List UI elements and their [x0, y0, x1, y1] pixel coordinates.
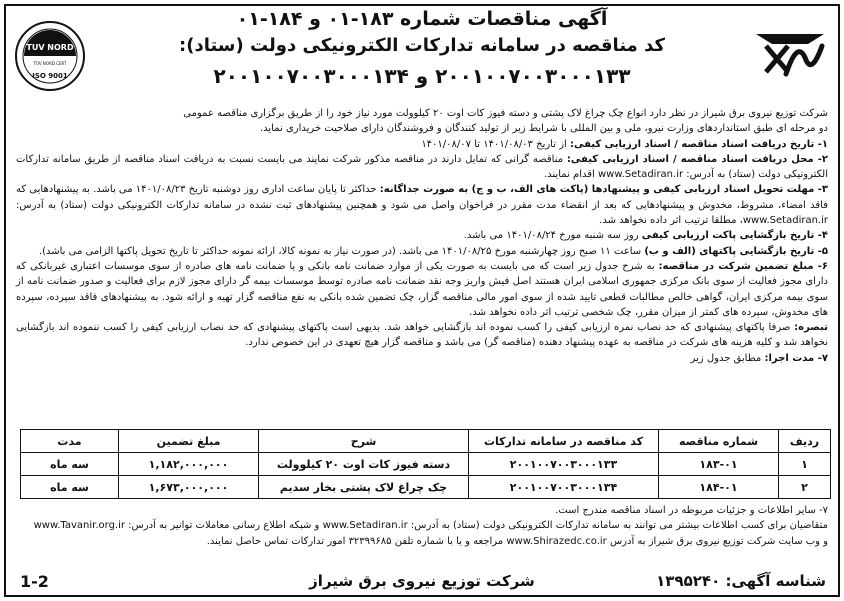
item-5 — [16, 244, 828, 259]
item-6-text: به شرح جدول زیر است که می بایست به صورت یکی از موارد ضمانت نامه بانکی و یا ضمانت نامه های صادره از سوی موسسات اعتباری غیربانکی که دارای مجوز فعالیت از سوی بانک مرکزی جمهوری اسلامی ایران هستند اصل فیش واریز وجه نقد ضمانت نامه صادره توسط موسسات بیمه گر دارای مجوز لازم برای فعالیت و صدور ضمانت نامه از سوی بیمه مرکزی ایران، گواهی خالص مطالبات قطعی تایید شده از سوی امور مالی مناقصه گزار، چک تضمین شده بانکی به نفع مناقصه گزار تهیه و ارائه شود. به پیشنهادهای فاقد سپرده، سپرده های مخدوش، سپرده های کمتر از میزان مقرر، چک شخصی ترتیب اثر داده نخواهد شد. — [16, 260, 828, 318]
company-name: شرکت توزیع نیروی برق شیراز — [309, 572, 535, 590]
item-6 — [16, 259, 828, 320]
item-7-text: مطابق جدول زیر — [690, 352, 765, 364]
col-header-duration: مدت — [21, 430, 119, 453]
footnote-3: و وب سایت شرکت توزیع نیروی برق شیراز به آدرس www.Shirazedc.co.ir مراجعه و یا با شماره تلفن ۳۲۳۹۹۶۸۵ امور تدارکات تماس حاصل نمایند. — [206, 535, 828, 547]
notice-subtitle: کد مناقصه در سامانه تدارکات الکترونیکی دولت (ستاد): — [179, 35, 665, 56]
item-2-text: مناقصه گرانی که تمایل دارند در مناقصه مذکور شرکت نمایند می بایست نسبت به دریافت اسناد مناقصه از طریق سامانه تدارکات الکترونیکی دولت (ستاد) به آدرس: www.Setadiran.ir اقدام نمایند. — [16, 153, 828, 181]
tuv-nord-iso-logo — [14, 16, 86, 96]
notice-header — [6, 6, 838, 102]
table-row — [21, 453, 831, 476]
item-4-label: ۴- تاریخ بازگشایی پاکت ارزیابی کیفی — [641, 230, 828, 242]
cell-tender-code: ۲۰۰۱۰۰۷۰۰۳۰۰۰۱۳۳ — [469, 453, 659, 476]
logo-sub-text: TÜV NORD CERT — [33, 61, 67, 66]
footnotes — [16, 503, 828, 549]
tender-codes: ۲۰۰۱۰۰۷۰۰۳۰۰۰۱۳۳ و ۲۰۰۱۰۰۷۰۰۳۰۰۰۱۳۴ — [213, 64, 631, 88]
logo-top-text: TUV NORD — [26, 43, 74, 52]
col-header-guarantee: مبلغ تضمین — [119, 430, 259, 453]
cell-duration: سه ماه — [21, 453, 119, 476]
item-2 — [16, 152, 828, 183]
note-text: صرفا پاکتهای پیشنهادی که حد نصاب نمره ارزیابی کیفی را کسب نموده اند بازگشایی خواهد شد. بدیهی است پاکتهای پیشنهادی که حد نصاب ارزیابی کیفی را کسب ننموده اند بازگشایی نخواهد شد و کلیه هزینه های شرکت در مناقصه به عهده پیشنهاد دهنده (مناقصه گر) می باشد و مناقصه گزار هیچ تعهدی در این خصوص ندارد. — [16, 322, 828, 349]
cell-description: چک چراغ لاک پشتی بخار سدیم — [259, 476, 469, 499]
table-row — [21, 476, 831, 499]
item-7-label: ۷- مدت اجرا: — [764, 352, 828, 364]
item-5-text: ساعت ۱۱ صبح روز چهارشنبه مورخ ۱۴۰۱/۰۸/۲۵ می باشد. (در صورت نیاز به نمونه کالا، ارائه نمونه حداکثر تا تاریخ تحویل پاکتها الزامی می باشد). — [38, 245, 645, 257]
item-3 — [16, 182, 828, 228]
cell-row-number: ۱ — [779, 453, 831, 476]
cell-row-number: ۲ — [779, 476, 831, 499]
ad-id: شناسه آگهی: ۱۳۹۵۲۴۰ — [656, 572, 826, 590]
company-logo-icon — [752, 26, 828, 80]
logo-bottom-text: ISO 9001 — [32, 72, 68, 80]
item-4-text: روز سه شنبه مورخ ۱۴۰۱/۰۸/۲۴ می باشد. — [463, 230, 642, 242]
cell-guarantee: ۱,۶۷۳,۰۰۰,۰۰۰ — [119, 476, 259, 499]
notice-body — [16, 106, 828, 366]
note-label: تبصره: — [794, 322, 828, 334]
item-1-text: از تاریخ ۱۴۰۱/۰۸/۰۳ تا ۱۴۰۱/۰۸/۰۷ — [421, 138, 570, 150]
cell-tender-number: ۱۸۴-۰۱ — [659, 476, 779, 499]
item-3-label: ۳- مهلت تحویل اسناد ارزیابی کیفی و پیشنهادها (پاکت های الف، ب و ج) به صورت جداگانه: — [379, 184, 828, 196]
tender-notice — [4, 4, 840, 597]
item-4 — [16, 228, 828, 243]
cell-tender-number: ۱۸۳-۰۱ — [659, 453, 779, 476]
footnote-2: متقاضیان برای کسب اطلاعات بیشتر می توانند به سامانه تدارکات الکترونیکی دولت (ستاد) به آدرس: www.Setadiran.ir و شبکه اطلاع رسانی معاملات توانیر به آدرس: www.Tavanir.org.ir — [33, 520, 828, 532]
table-header-row — [21, 430, 831, 453]
item-5-label: ۵- تاریخ بازگشایی پاکتهای (الف و ب) — [644, 245, 828, 257]
page-number: 1-2 — [20, 572, 49, 591]
cell-tender-code: ۲۰۰۱۰۰۷۰۰۳۰۰۰۱۳۴ — [469, 476, 659, 499]
intro-line-1: شرکت توزیع نیروی برق شیراز در نظر دارد انواع چک چراغ لاک پشتی و دسته فیوز کات اوت ۲۰ کیلوولت مورد نیاز خود را از طریق برگزاری مناقصه عمومی — [183, 108, 828, 119]
notice-title: آگهی مناقصات شماره ۱۸۳-۰۱ و ۱۸۴-۰۱ — [236, 8, 608, 30]
notice-footer — [6, 566, 838, 596]
item-1-label: ۱- تاریخ دریافت اسناد مناقصه / اسناد ارزیابی کیفی: — [569, 138, 828, 150]
footnote-1: ۷- سایر اطلاعات و جزئیات مربوطه در اسناد مناقصه مندرج است. — [555, 505, 828, 516]
col-header-description: شرح — [259, 430, 469, 453]
col-header-tender-number: شماره مناقصه — [659, 430, 779, 453]
item-6-label: ۶- مبلغ تضمین شرکت در مناقصه: — [658, 260, 828, 272]
item-3-text: حداکثر تا پایان ساعت اداری روز دوشنبه تاریخ ۱۴۰۱/۰۸/۲۳ می باشد. به پیشنهادهایی که فاقد امضاء، مشروط، مخدوش و پیشنهادهایی که بعد از انقضاء مدت مقرر در فراخوان واصل می شود و همچنین پیشنهادهای ثبت نشده در سامانه تدارکات الکترونیکی دولت (ستاد) به آدرس: www.Setadiran.ir، مطلقا ترتیب اثر داده نخواهد شد. — [16, 184, 828, 227]
intro-line-2: دو مرحله ای طبق استانداردهای وزارت نیرو، ملی و بین المللی با شرایط زیر از تولید کنندگان و فروشندگان دارای صلاحیت خریداری نماید. — [259, 123, 828, 135]
cell-guarantee: ۱,۱۸۲,۰۰۰,۰۰۰ — [119, 453, 259, 476]
tenders-table — [20, 429, 831, 499]
item-1 — [16, 137, 828, 152]
item-2-label: ۲- محل دریافت اسناد مناقصه / اسناد ارزیابی کیفی: — [566, 153, 828, 165]
col-header-row: ردیف — [779, 430, 831, 453]
item-7 — [16, 351, 828, 366]
cell-description: دسته فیوز کات اوت ۲۰ کیلوولت — [259, 453, 469, 476]
cell-duration: سه ماه — [21, 476, 119, 499]
note — [16, 320, 828, 351]
col-header-tender-code: کد مناقصه در سامانه تدارکات — [469, 430, 659, 453]
